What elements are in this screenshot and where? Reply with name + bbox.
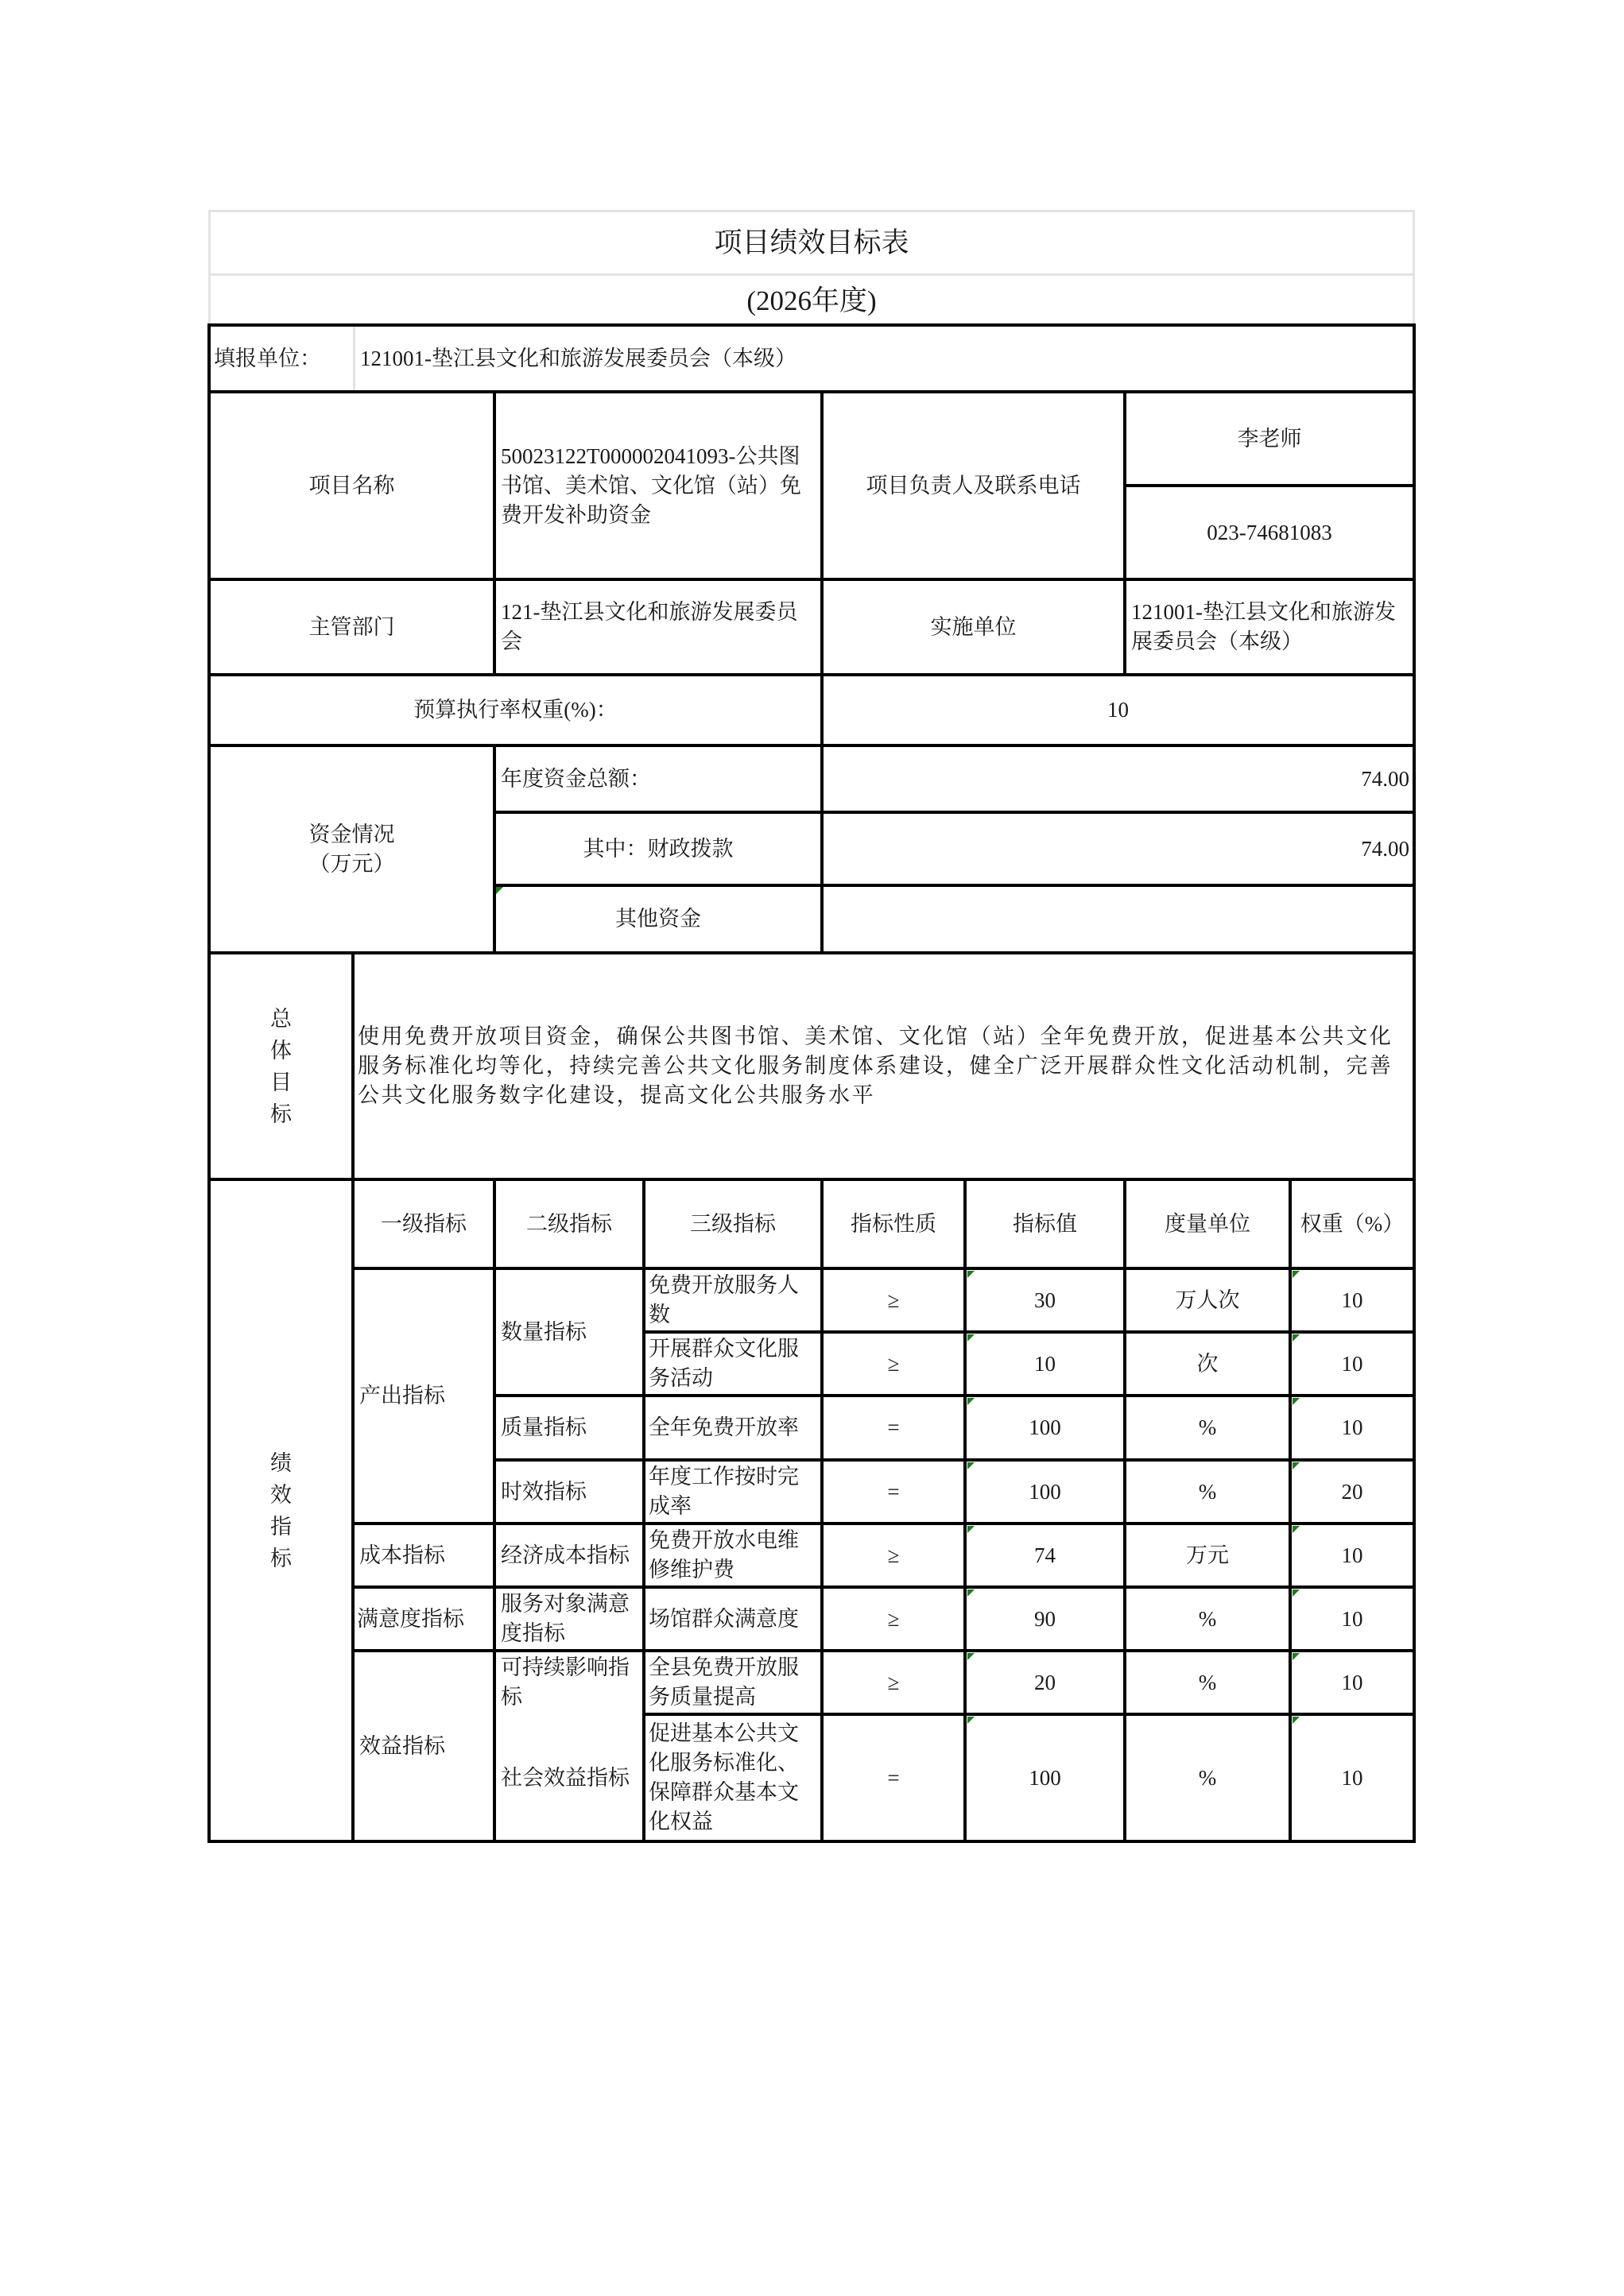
- level1-benefit: 效益指标: [359, 1733, 445, 1758]
- project-name-label: 项目名称: [308, 473, 395, 498]
- value-cell: 100: [1029, 1765, 1061, 1790]
- grid-line: [207, 951, 1416, 954]
- grid-line: [207, 323, 1416, 327]
- grid-line: [351, 951, 355, 1843]
- header-weight: 权重（%）: [1300, 1211, 1405, 1236]
- value-cell: 10: [1034, 1351, 1056, 1376]
- weight-cell: 10: [1341, 1606, 1363, 1631]
- grid-line: [642, 1713, 1416, 1716]
- implementing-unit-label: 实施单位: [930, 614, 1017, 639]
- nature-cell: ≥: [887, 1606, 900, 1631]
- goal-label-char: 目: [270, 1070, 292, 1094]
- reporting-unit-label: 填报单位：: [214, 346, 321, 370]
- level3-cell: 免费开放水电维修维护费: [649, 1528, 799, 1582]
- goal-label-char: 标: [270, 1102, 292, 1126]
- level3-cell: 免费开放服务人数: [649, 1273, 799, 1326]
- weight-cell: 10: [1341, 1543, 1363, 1567]
- cell-marker-icon: [967, 1589, 975, 1597]
- unit-cell: 万人次: [1175, 1287, 1240, 1312]
- indicators-label-char: 标: [270, 1546, 292, 1570]
- funds-total-label: 年度资金总额：: [501, 766, 651, 791]
- header-level1: 一级指标: [381, 1211, 467, 1236]
- unit-cell: %: [1198, 1670, 1217, 1694]
- grid-line: [493, 390, 496, 676]
- funds-total-value: 74.00: [1361, 766, 1409, 791]
- level3-cell: 场馆群众满意度: [649, 1606, 799, 1631]
- grid-line: [1289, 1178, 1292, 1843]
- cell-marker-icon: [967, 1334, 975, 1342]
- level1-output: 产出指标: [359, 1384, 445, 1407]
- grid-line: [207, 390, 1416, 393]
- level2-quality: 质量指标: [501, 1415, 587, 1439]
- grid-line: [207, 1840, 1416, 1843]
- cell-marker-icon: [1293, 1462, 1300, 1469]
- level1-cost: 成本指标: [359, 1543, 445, 1567]
- year-subtitle: (2026年度): [746, 285, 877, 316]
- grid-line: [1123, 390, 1126, 676]
- indicators-label-char: 效: [270, 1482, 292, 1507]
- value-cell: 30: [1034, 1287, 1056, 1312]
- value-cell: 100: [1029, 1415, 1061, 1439]
- weight-cell: 20: [1341, 1479, 1363, 1504]
- project-owner-name: 李老师: [1237, 426, 1302, 451]
- unit-cell: 次: [1196, 1351, 1219, 1376]
- grid-line: [1123, 484, 1416, 487]
- value-cell: 20: [1034, 1670, 1056, 1694]
- unit-cell: %: [1198, 1606, 1217, 1631]
- nature-cell: =: [887, 1479, 900, 1504]
- grid-line: [493, 1458, 1416, 1462]
- grid-line: [207, 744, 1416, 747]
- funds-other-label: 其他资金: [615, 907, 701, 931]
- department-value: 121-垫江县文化和旅游发展委员会: [501, 600, 798, 653]
- indicators-label-char: 绩: [270, 1450, 292, 1475]
- implementing-unit-value: 121001-垫江县文化和旅游发展委员会（本级）: [1131, 600, 1396, 653]
- cell-marker-icon: [496, 887, 503, 894]
- header-level2: 二级指标: [526, 1211, 612, 1236]
- grid-line: [493, 1394, 1416, 1397]
- funds-label: [209, 745, 494, 953]
- header-unit: 度量单位: [1165, 1211, 1250, 1236]
- reporting-unit-value: 121001-垫江县文化和旅游发展委员会（本级）: [360, 346, 796, 370]
- cell-marker-icon: [1293, 1334, 1300, 1342]
- level2-service-satisfaction: 服务对象满意度指标: [501, 1592, 630, 1645]
- level3-cell: 开展群众文化服务活动: [649, 1337, 799, 1390]
- grid-line: [207, 1178, 1416, 1181]
- goal-label-char: 总: [270, 1006, 292, 1031]
- unit-cell: 万元: [1186, 1543, 1229, 1567]
- unit-cell: %: [1198, 1415, 1217, 1439]
- goal-text: 使用免费开放项目资金，确保公共图书馆、美术馆、文化馆（站）全年免费开放，促进基本公共文化服务标准化均等化，持续完善公共文化服务制度体系建设，健全广泛开展群众性文化活动机制，完善公共文化服务数字化建设，提高文化公共服务水平: [358, 1024, 1393, 1107]
- level3-cell: 促进基本公共文化服务标准化、保障群众基本文化权益: [649, 1721, 799, 1833]
- indicators-label-char: 指: [270, 1514, 292, 1539]
- grid-line: [820, 744, 824, 954]
- funds-label-line1: 资金情况: [308, 822, 395, 846]
- department-label: 主管部门: [308, 614, 395, 639]
- grid-line: [493, 811, 1416, 814]
- funds-label-line2: （万元）: [308, 851, 395, 876]
- nature-cell: ≥: [887, 1670, 900, 1694]
- grid-line: [493, 884, 1416, 887]
- cell-marker-icon: [967, 1717, 975, 1724]
- grid-line: [820, 1178, 824, 1843]
- cell-marker-icon: [967, 1526, 975, 1533]
- level1-satisfaction: 满意度指标: [357, 1606, 464, 1631]
- header-value: 指标值: [1013, 1211, 1077, 1236]
- nature-cell: =: [887, 1765, 900, 1790]
- weight-cell: 10: [1341, 1351, 1363, 1376]
- grid-line: [642, 1330, 1416, 1334]
- budget-weight-value: 10: [1107, 698, 1129, 722]
- value-cell: 90: [1034, 1606, 1056, 1631]
- cell-marker-icon: [1293, 1589, 1300, 1597]
- grid-line: [351, 1649, 1416, 1652]
- unit-cell: %: [1198, 1765, 1217, 1790]
- grid-line: [820, 390, 824, 747]
- weight-cell: 10: [1341, 1415, 1363, 1439]
- cell-marker-icon: [1293, 1398, 1300, 1405]
- goal-label-char: 体: [270, 1038, 292, 1063]
- grid-line: [207, 673, 1416, 676]
- nature-cell: ≥: [887, 1351, 900, 1376]
- cell-marker-icon: [1293, 1526, 1300, 1533]
- goal-label: [209, 953, 353, 1179]
- page-title: 项目绩效目标表: [714, 227, 909, 258]
- nature-cell: ≥: [887, 1543, 900, 1567]
- grid-line: [493, 744, 496, 954]
- cell-marker-icon: [967, 1462, 975, 1469]
- level2-timeliness: 时效指标: [501, 1479, 587, 1504]
- unit-cell: %: [1198, 1479, 1217, 1504]
- header-level3: 三级指标: [690, 1211, 776, 1236]
- weight-cell: 10: [1341, 1287, 1363, 1312]
- grid-line: [1123, 1178, 1126, 1843]
- grid-line: [493, 1178, 496, 1843]
- project-owner-phone: 023-74681083: [1207, 520, 1332, 544]
- value-cell: 74: [1034, 1543, 1056, 1567]
- grid-line: [963, 1178, 967, 1843]
- cell-marker-icon: [967, 1398, 975, 1405]
- level2-economic-cost: 经济成本指标: [501, 1543, 630, 1567]
- funds-fiscal-label: 其中：财政拨款: [583, 836, 734, 861]
- level2-quantity: 数量指标: [501, 1319, 587, 1344]
- grid-line: [351, 1522, 1416, 1525]
- funds-fiscal-value: 74.00: [1361, 836, 1409, 861]
- budget-weight-label: 预算执行率权重(%)：: [413, 698, 618, 722]
- nature-cell: ≥: [887, 1287, 900, 1312]
- level2-sustainability: 可持续影响指标: [501, 1655, 630, 1709]
- value-cell: 100: [1029, 1479, 1061, 1504]
- weight-cell: 10: [1341, 1670, 1363, 1694]
- level3-cell: 全县免费开放服务质量提高: [649, 1655, 799, 1709]
- nature-cell: =: [887, 1415, 900, 1439]
- project-name-value: 50023122T000002041093-公共图书馆、美术馆、文化馆（站）免费开发补助资金: [501, 443, 801, 527]
- level3-cell: 年度工作按时完成率: [649, 1465, 799, 1518]
- grid-line: [351, 1586, 1416, 1589]
- grid-line: [642, 1178, 645, 1843]
- grid-line: [207, 578, 1416, 581]
- level3-cell: 全年免费开放率: [649, 1415, 799, 1439]
- funds-other-value: [822, 885, 1414, 953]
- grid-line: [207, 323, 211, 1843]
- header-nature: 指标性质: [851, 1211, 936, 1236]
- cell-marker-icon: [1293, 1271, 1300, 1278]
- cell-marker-icon: [967, 1653, 975, 1660]
- weight-cell: 10: [1341, 1765, 1363, 1790]
- cell-marker-icon: [967, 1271, 975, 1278]
- cell-marker-icon: [1293, 1717, 1300, 1724]
- level2-social-benefit: 社会效益指标: [501, 1765, 630, 1790]
- grid-line: [351, 1267, 1416, 1270]
- indicators-label: [209, 1179, 353, 1841]
- project-owner-label: 项目负责人及联系电话: [866, 473, 1081, 498]
- grid-line: [1413, 323, 1416, 1843]
- cell-marker-icon: [1293, 1653, 1300, 1660]
